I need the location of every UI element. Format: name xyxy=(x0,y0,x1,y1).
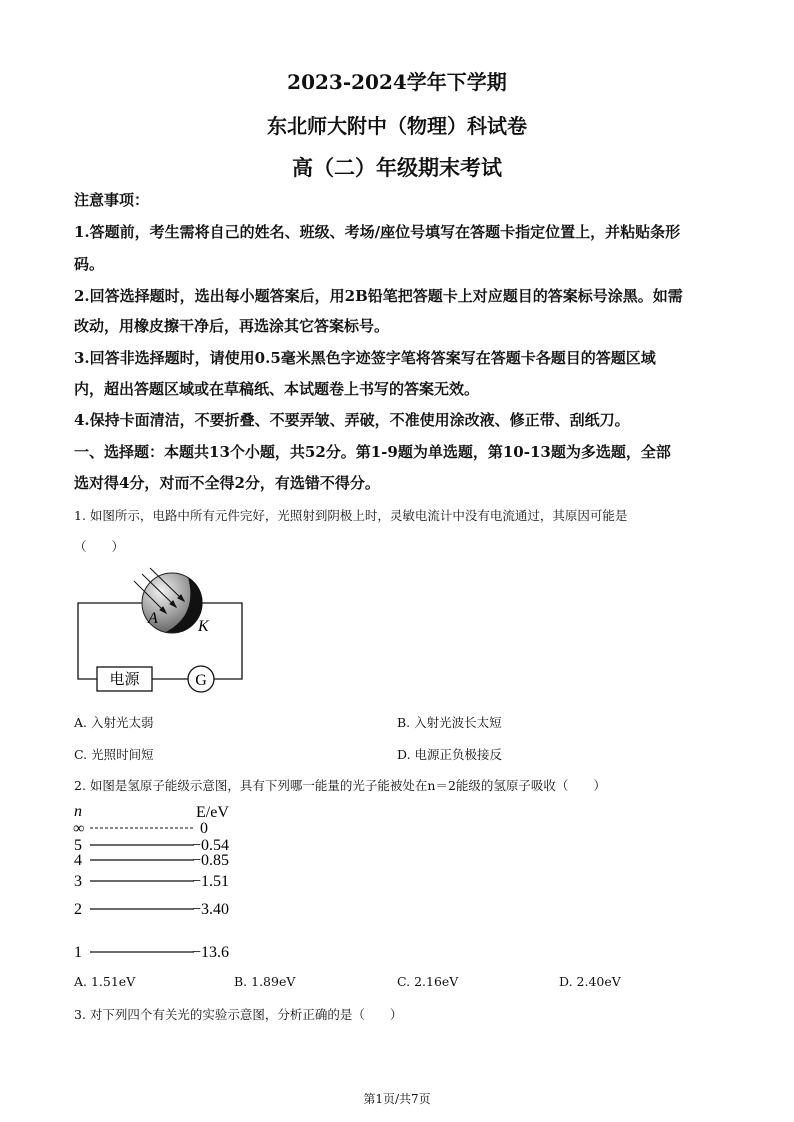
anode-label-a: A xyxy=(148,610,158,627)
q2-option-d[interactable]: D. 2.40eV xyxy=(559,974,621,989)
exam-school-title: 东北师大附中（物理）科试卷 xyxy=(267,114,527,138)
exam-grade-title: 高（二）年级期末考试 xyxy=(292,155,502,180)
cathode-label-k: K xyxy=(198,618,209,635)
energy-axis-label: E/eV xyxy=(196,804,229,821)
q2-option-b[interactable]: B. 1.89eV xyxy=(234,974,296,989)
notice-item-3b: 内，超出答题区域或在草稿纸、本试题卷上书写的答案无效。 xyxy=(74,380,480,398)
q2-energy-level-diagram xyxy=(70,798,260,964)
q1-circuit-figure xyxy=(70,565,260,700)
level-n-1: 1 xyxy=(74,944,82,961)
q1-option-c[interactable]: C. 光照时间短 xyxy=(74,747,154,762)
notice-title: 注意事项： xyxy=(74,191,150,209)
level-n-3: 3 xyxy=(74,873,82,890)
q1-option-b[interactable]: B. 入射光波长太短 xyxy=(397,715,502,730)
level-n-inf: ∞ xyxy=(73,820,85,837)
notice-item-2b: 改动，用橡皮擦干净后，再选涂其它答案标号。 xyxy=(74,317,390,335)
q3-stem: 3. 对下列四个有关光的实验示意图，分析正确的是（ ） xyxy=(74,1007,403,1022)
level-n-2: 2 xyxy=(74,901,82,918)
notice-item-4: 4.保持卡面清洁，不要折叠、不要弄皱、弄破，不准使用涂改液、修正带、刮纸刀。 xyxy=(74,411,630,429)
level-e-2: −3.40 xyxy=(192,901,230,918)
page-number-footer: 第1页/共7页 xyxy=(363,1092,431,1106)
level-e-3: −1.51 xyxy=(192,873,230,890)
level-e-5: −0.54 xyxy=(192,837,230,854)
q2-option-a[interactable]: A. 1.51eV xyxy=(74,974,136,989)
section-1-header-b: 选对得4分，对而不全得2分，有选错不得分。 xyxy=(74,474,380,492)
notice-item-1a: 1.答题前，考生需将自己的姓名、班级、考场/座位号填写在答题卡指定位置上，并粘贴条形 xyxy=(74,223,681,241)
level-e-inf: 0 xyxy=(200,820,208,837)
level-n-5: 5 xyxy=(74,837,82,854)
n-axis-label: n xyxy=(74,803,82,820)
notice-item-1b: 码。 xyxy=(74,255,105,273)
level-e-4: −0.85 xyxy=(192,852,230,869)
level-n-4: 4 xyxy=(74,852,82,869)
q1-option-a[interactable]: A. 入射光太弱 xyxy=(74,715,154,730)
q2-option-c[interactable]: C. 2.16eV xyxy=(397,974,459,989)
q1-option-d[interactable]: D. 电源正负极接反 xyxy=(397,747,503,762)
exam-year-title: 2023-2024学年下学期 xyxy=(287,70,507,94)
level-e-1: −13.6 xyxy=(192,944,230,961)
notice-item-3a: 3.回答非选择题时，请使用0.5毫米黑色字迹签字笔将答案写在答题卡各题目的答题区域 xyxy=(74,349,656,367)
q2-stem: 2. 如图是氢原子能级示意图，具有下列哪一能量的光子能被处在n＝2能级的氢原子吸收（ ） xyxy=(74,778,606,793)
q1-stem-bracket: （ ） xyxy=(74,539,125,554)
galvanometer-label: G xyxy=(195,672,207,689)
q1-stem: 1. 如图所示，电路中所有元件完好，光照射到阴极上时，灵敏电流计中没有电流通过，其原因可能是 xyxy=(74,508,628,523)
notice-item-2a: 2.回答选择题时，选出每小题答案后，用2B铅笔把答题卡上对应题目的答案标号涂黑。如需 xyxy=(74,287,683,305)
power-source-label: 电源 xyxy=(109,672,140,688)
section-1-header-a: 一、选择题：本题共13个小题，共52分。第1-9题为单选题，第10-13题为多选题，全部 xyxy=(74,443,671,461)
